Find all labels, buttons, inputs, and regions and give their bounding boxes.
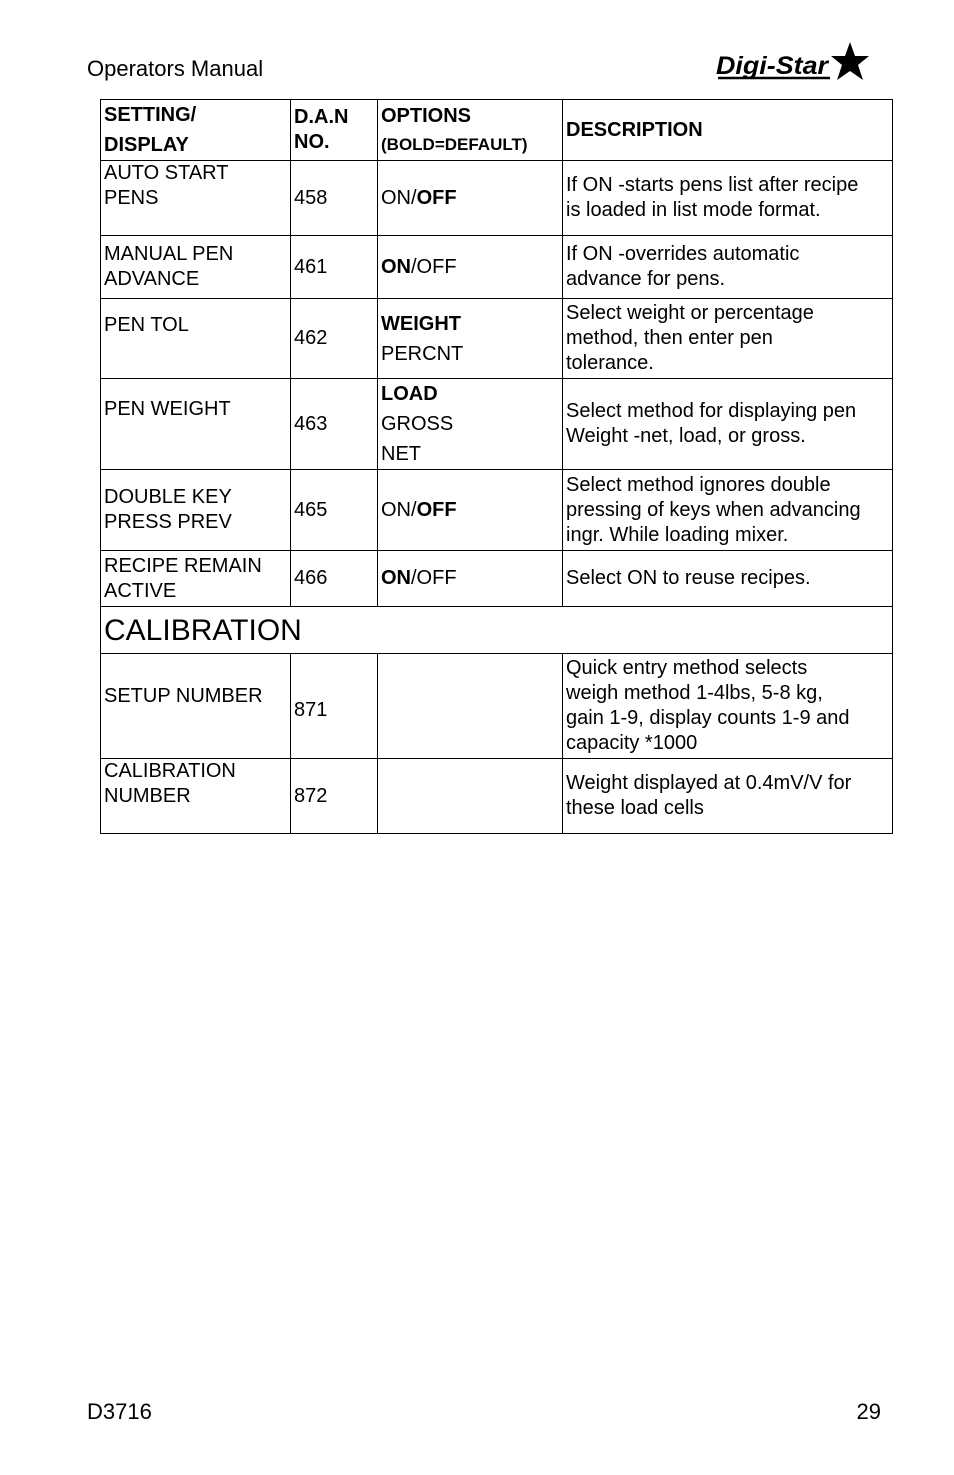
description-cell	[563, 759, 893, 834]
description-line: gain 1-9, display counts 1-9 and	[566, 707, 850, 729]
setting-label: PEN TOL	[104, 314, 189, 336]
header-dan-line2: NO.	[294, 131, 330, 153]
setting-line2: ACTIVE	[104, 579, 177, 602]
dan-cell: 462	[291, 299, 378, 379]
description-line: Select method for displaying pen	[566, 400, 857, 422]
table-row	[101, 161, 893, 236]
description-line: If ON -starts pens list after recipe	[566, 174, 859, 196]
option-off-default: OFF	[416, 498, 457, 521]
header-description: DESCRIPTION	[563, 100, 893, 161]
option-off: /OFF	[411, 567, 457, 589]
description-line: If ON -overrides automatic	[566, 243, 800, 265]
table-row	[101, 379, 893, 470]
option-on-default: ON	[381, 567, 411, 589]
setting-line1: CALIBRATION	[104, 760, 236, 782]
header-options-line2: (BOLD=DEFAULT)	[381, 134, 528, 154]
description-cell: Select ON to reuse recipes.	[563, 551, 893, 607]
dan-cell: 465	[291, 470, 378, 551]
option-load-default: LOAD	[381, 383, 438, 405]
dan-cell: 461	[291, 236, 378, 299]
description-line: is loaded in list mode format.	[566, 199, 821, 221]
options-cell	[378, 236, 563, 299]
description-line: Weight displayed at 0.4mV/V for	[566, 772, 852, 794]
digi-star-logo	[714, 40, 870, 82]
description-line: advance for pens.	[566, 268, 725, 290]
page-number: 29	[856, 1399, 881, 1424]
options-cell	[378, 299, 563, 379]
description-line: Quick entry method selects	[566, 657, 808, 679]
setting-line2: PRESS PREV	[104, 511, 232, 533]
settings-table	[100, 99, 893, 834]
calibration-section-title: CALIBRATION	[101, 607, 893, 654]
setting-cell	[101, 236, 291, 299]
setting-label: SETUP NUMBER	[104, 685, 263, 707]
setting-line1: MANUAL PEN	[104, 243, 234, 265]
page-header-title: Operators Manual	[87, 56, 264, 81]
options-cell	[378, 759, 563, 834]
setting-cell	[101, 161, 291, 236]
option-gross: GROSS	[381, 413, 454, 435]
setting-cell	[101, 551, 291, 607]
header-options	[378, 100, 563, 161]
setting-line2: NUMBER	[104, 785, 191, 807]
header-dan-line1: D.A.N	[294, 106, 349, 128]
dan-cell	[291, 654, 378, 759]
option-percnt: PERCNT	[381, 342, 464, 365]
description-line: tolerance.	[566, 352, 654, 374]
setting-cell	[101, 379, 291, 470]
description-cell	[563, 299, 893, 379]
table-row	[101, 551, 893, 607]
description-cell	[563, 161, 893, 236]
calibration-section-row	[101, 607, 893, 654]
description-line: capacity *1000	[566, 732, 698, 754]
table-row	[101, 236, 893, 299]
option-on-default: ON	[381, 255, 411, 278]
option-on: ON/	[381, 186, 417, 209]
header-options-line1: OPTIONS	[381, 104, 472, 127]
table-row	[101, 470, 893, 551]
option-off: /OFF	[411, 255, 457, 278]
options-cell	[378, 470, 563, 551]
dan-cell: 463	[291, 379, 378, 470]
setting-cell	[101, 299, 291, 379]
option-on: ON/	[381, 498, 417, 521]
description-line: Select weight or percentage	[566, 302, 814, 324]
setting-line2: ADVANCE	[104, 268, 200, 290]
header-setting-line1: SETTING/	[104, 104, 197, 126]
option-net: NET	[381, 443, 421, 465]
description-line: weigh method 1-4lbs, 5-8 kg,	[566, 682, 823, 704]
setting-line1: AUTO START	[104, 162, 229, 184]
option-off-default: OFF	[416, 186, 457, 209]
description-cell	[563, 654, 893, 759]
dan-cell: 458	[291, 161, 378, 236]
header-setting-line2: DISPLAY	[104, 134, 189, 156]
document-number: D3716	[87, 1399, 152, 1424]
options-cell	[378, 161, 563, 236]
description-line: Select method ignores double	[566, 473, 831, 496]
table-row	[101, 759, 893, 834]
setting-cell	[101, 759, 291, 834]
description-line: ingr. While loading mixer.	[566, 523, 789, 546]
setting-cell	[101, 654, 291, 759]
dan-cell: 466	[291, 551, 378, 607]
table-row	[101, 654, 893, 759]
description-cell	[563, 379, 893, 470]
svg-text:Digi-Star: Digi-Star	[716, 52, 830, 80]
setting-label: PEN WEIGHT	[104, 398, 231, 420]
header-setting-display	[101, 100, 291, 161]
description-line: Weight -net, load, or gross.	[566, 425, 806, 447]
table-row	[101, 299, 893, 379]
setting-line2: PENS	[104, 187, 159, 209]
setting-line1: DOUBLE KEY	[104, 486, 232, 508]
options-cell	[378, 654, 563, 759]
setting-line1: RECIPE REMAIN	[104, 554, 262, 577]
options-cell	[378, 379, 563, 470]
header-dan-no	[291, 100, 378, 161]
table-header-row	[101, 100, 893, 161]
description-cell	[563, 470, 893, 551]
description-cell	[563, 236, 893, 299]
dan-value: 871	[294, 698, 328, 721]
description-line: pressing of keys when advancing	[566, 498, 861, 521]
description-line: these load cells	[566, 797, 704, 819]
dan-cell: 872	[291, 759, 378, 834]
option-weight-default: WEIGHT	[381, 312, 461, 335]
options-cell	[378, 551, 563, 607]
setting-cell	[101, 470, 291, 551]
description-line: method, then enter pen	[566, 327, 773, 349]
